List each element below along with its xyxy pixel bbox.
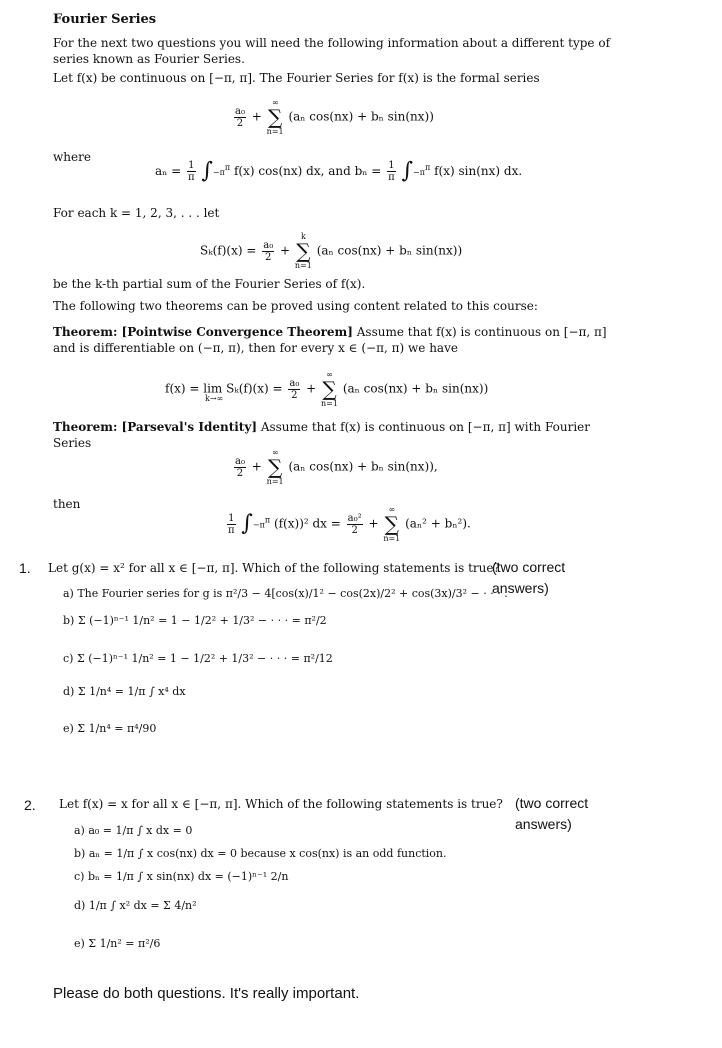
q1-option-d[interactable]: d) Σ 1/n⁴ = 1/π ∫ x⁴ dx <box>63 685 186 698</box>
theorem-parseval <box>53 419 613 451</box>
intro-paragraph: For the next two questions you will need the following information about a different type of series known as Fourier Series. <box>53 36 611 66</box>
footer-request: Please do both questions. It's really important. <box>53 985 360 1002</box>
bn-integrand: f(x) sin(nx) dx. <box>434 164 523 178</box>
pointwise-series-term: (aₙ cos(nx) + bₙ sin(nx)) <box>342 381 489 396</box>
q1-option-c[interactable]: c) Σ (−1)ⁿ⁻¹ 1/n² = 1 − 1/2² + 1/3² − · · · = π²/12 <box>63 652 333 665</box>
partial-sum-description: be the k-th partial sum of the Fourier Series of f(x). <box>53 277 366 291</box>
question-1-note: (two correct answers) <box>492 559 566 596</box>
question-1-text: Let g(x) = x² for all x ∈ [−π, π]. Which of the following statements is true? <box>48 561 500 575</box>
partial-sum-lhs: Sₖ(f)(x) = <box>200 243 257 258</box>
theorem-parseval-label: Theorem: [Parseval's Identity] <box>53 420 257 434</box>
parseval-series-term: (aₙ cos(nx) + bₙ sin(nx)) <box>288 459 434 474</box>
pointwise-lhs: f(x) = lim Sₖ(f)(x) = <box>165 381 283 396</box>
parseval-series: $\frac{\text{a₀}}{2}$ + ∞ ∑ n=1 (aₙ cos(nx) + bₙ sin(nx)), <box>235 448 438 486</box>
theorem-pointwise-label: Theorem: [Pointwise Convergence Theorem] <box>53 325 353 339</box>
q1-option-a[interactable]: a) The Fourier series for g is π²/3 − 4[cos(x)/1² − cos(2x)/2² + cos(3x)/3² − · · · . <box>63 587 508 600</box>
question-2-number: 2. <box>24 797 36 813</box>
theorem-pointwise-text: Assume that f(x) is continuous on [−π, π] and is differentiable on (−π, π), then for every x ∈ (−π, π) we have <box>53 325 607 355</box>
limit-subscript: k→∞ <box>205 394 224 403</box>
q2-option-a[interactable]: a) a₀ = 1/π ∫ x dx = 0 <box>74 824 193 837</box>
series-term: (aₙ cos(nx) + bₙ sin(nx)) <box>288 109 434 124</box>
question-1-number: 1. <box>19 560 31 576</box>
partial-series-term: (aₙ cos(nx) + bₙ sin(nx)) <box>316 243 463 258</box>
q2-option-d[interactable]: d) 1/π ∫ x² dx = Σ 4/n² <box>74 899 197 912</box>
partial-sum-intro: For each k = 1, 2, 3, . . . let <box>53 206 220 220</box>
q2-option-e[interactable]: e) Σ 1/n² = π²/6 <box>74 937 161 950</box>
theorem-pointwise <box>53 324 613 356</box>
then-label: then <box>53 497 81 511</box>
question-2-note: (two correct answers) <box>515 795 589 832</box>
section-heading: Fourier Series <box>53 12 157 27</box>
theorem-parseval-text: Assume that f(x) is continuous on [−π, π] with Fourier Series <box>53 420 590 450</box>
parseval-sum-term: (aₙ² + bₙ²). <box>405 516 471 531</box>
theorems-intro: The following two theorems can be proved using content related to this course: <box>53 299 538 313</box>
pointwise-formula: f(x) = lim Sₖ(f)(x) = $\frac{\text{a₀}}{2}$ + ∞ ∑ n=1 (aₙ cos(nx) + bₙ sin(nx)) k→∞ <box>165 370 489 408</box>
partial-sum-formula: Sₖ(f)(x) = $\frac{\text{a₀}}{2}$ + k ∑ n=1 (aₙ cos(nx) + bₙ sin(nx)) <box>200 232 463 270</box>
an-integrand: f(x) cos(nx) dx, and bₙ = <box>233 164 382 178</box>
question-2-text: Let f(x) = x for all x ∈ [−π, π]. Which of the following statements is true? <box>59 797 503 811</box>
where-label: where <box>53 150 91 164</box>
q1-option-e[interactable]: e) Σ 1/n⁴ = π⁴/90 <box>63 722 157 735</box>
parseval-integrand: (f(x))² dx = <box>273 516 341 531</box>
coefficient-formula: aₙ = $\frac{1}{\pi}$ $\int-\pi^\pi$ f(x) cos(nx) dx, and bₙ = $\frac{1}{\pi}$ $\int-\pi^\pi$ f(x) sin(nx) dx. <box>155 158 523 184</box>
q1-option-b[interactable]: b) Σ (−1)ⁿ⁻¹ 1/n² = 1 − 1/2² + 1/3² − · · · = π²/2 <box>63 614 327 627</box>
q2-option-c[interactable]: c) bₙ = 1/π ∫ x sin(nx) dx = (−1)ⁿ⁻¹ 2/n <box>74 870 289 883</box>
fourier-series-formula: $\frac{\text{a₀}}{2}$ + ∞ ∑ n=1 (aₙ cos(nx) + bₙ sin(nx)) <box>235 98 434 136</box>
q2-option-b[interactable]: b) aₙ = 1/π ∫ x cos(nx) dx = 0 because x cos(nx) is an odd function. <box>74 847 447 860</box>
parseval-identity: $\frac{1}{\pi}$ $\int-\pi^\pi$ (f(x))² dx = $\frac{\text{a₀²}}{2}$ + ∞ ∑ n=1 (aₙ² + bₙ²). <box>228 505 471 543</box>
definition-line: Let f(x) be continuous on [−π, π]. The Fourier Series for f(x) is the formal series <box>53 71 540 85</box>
